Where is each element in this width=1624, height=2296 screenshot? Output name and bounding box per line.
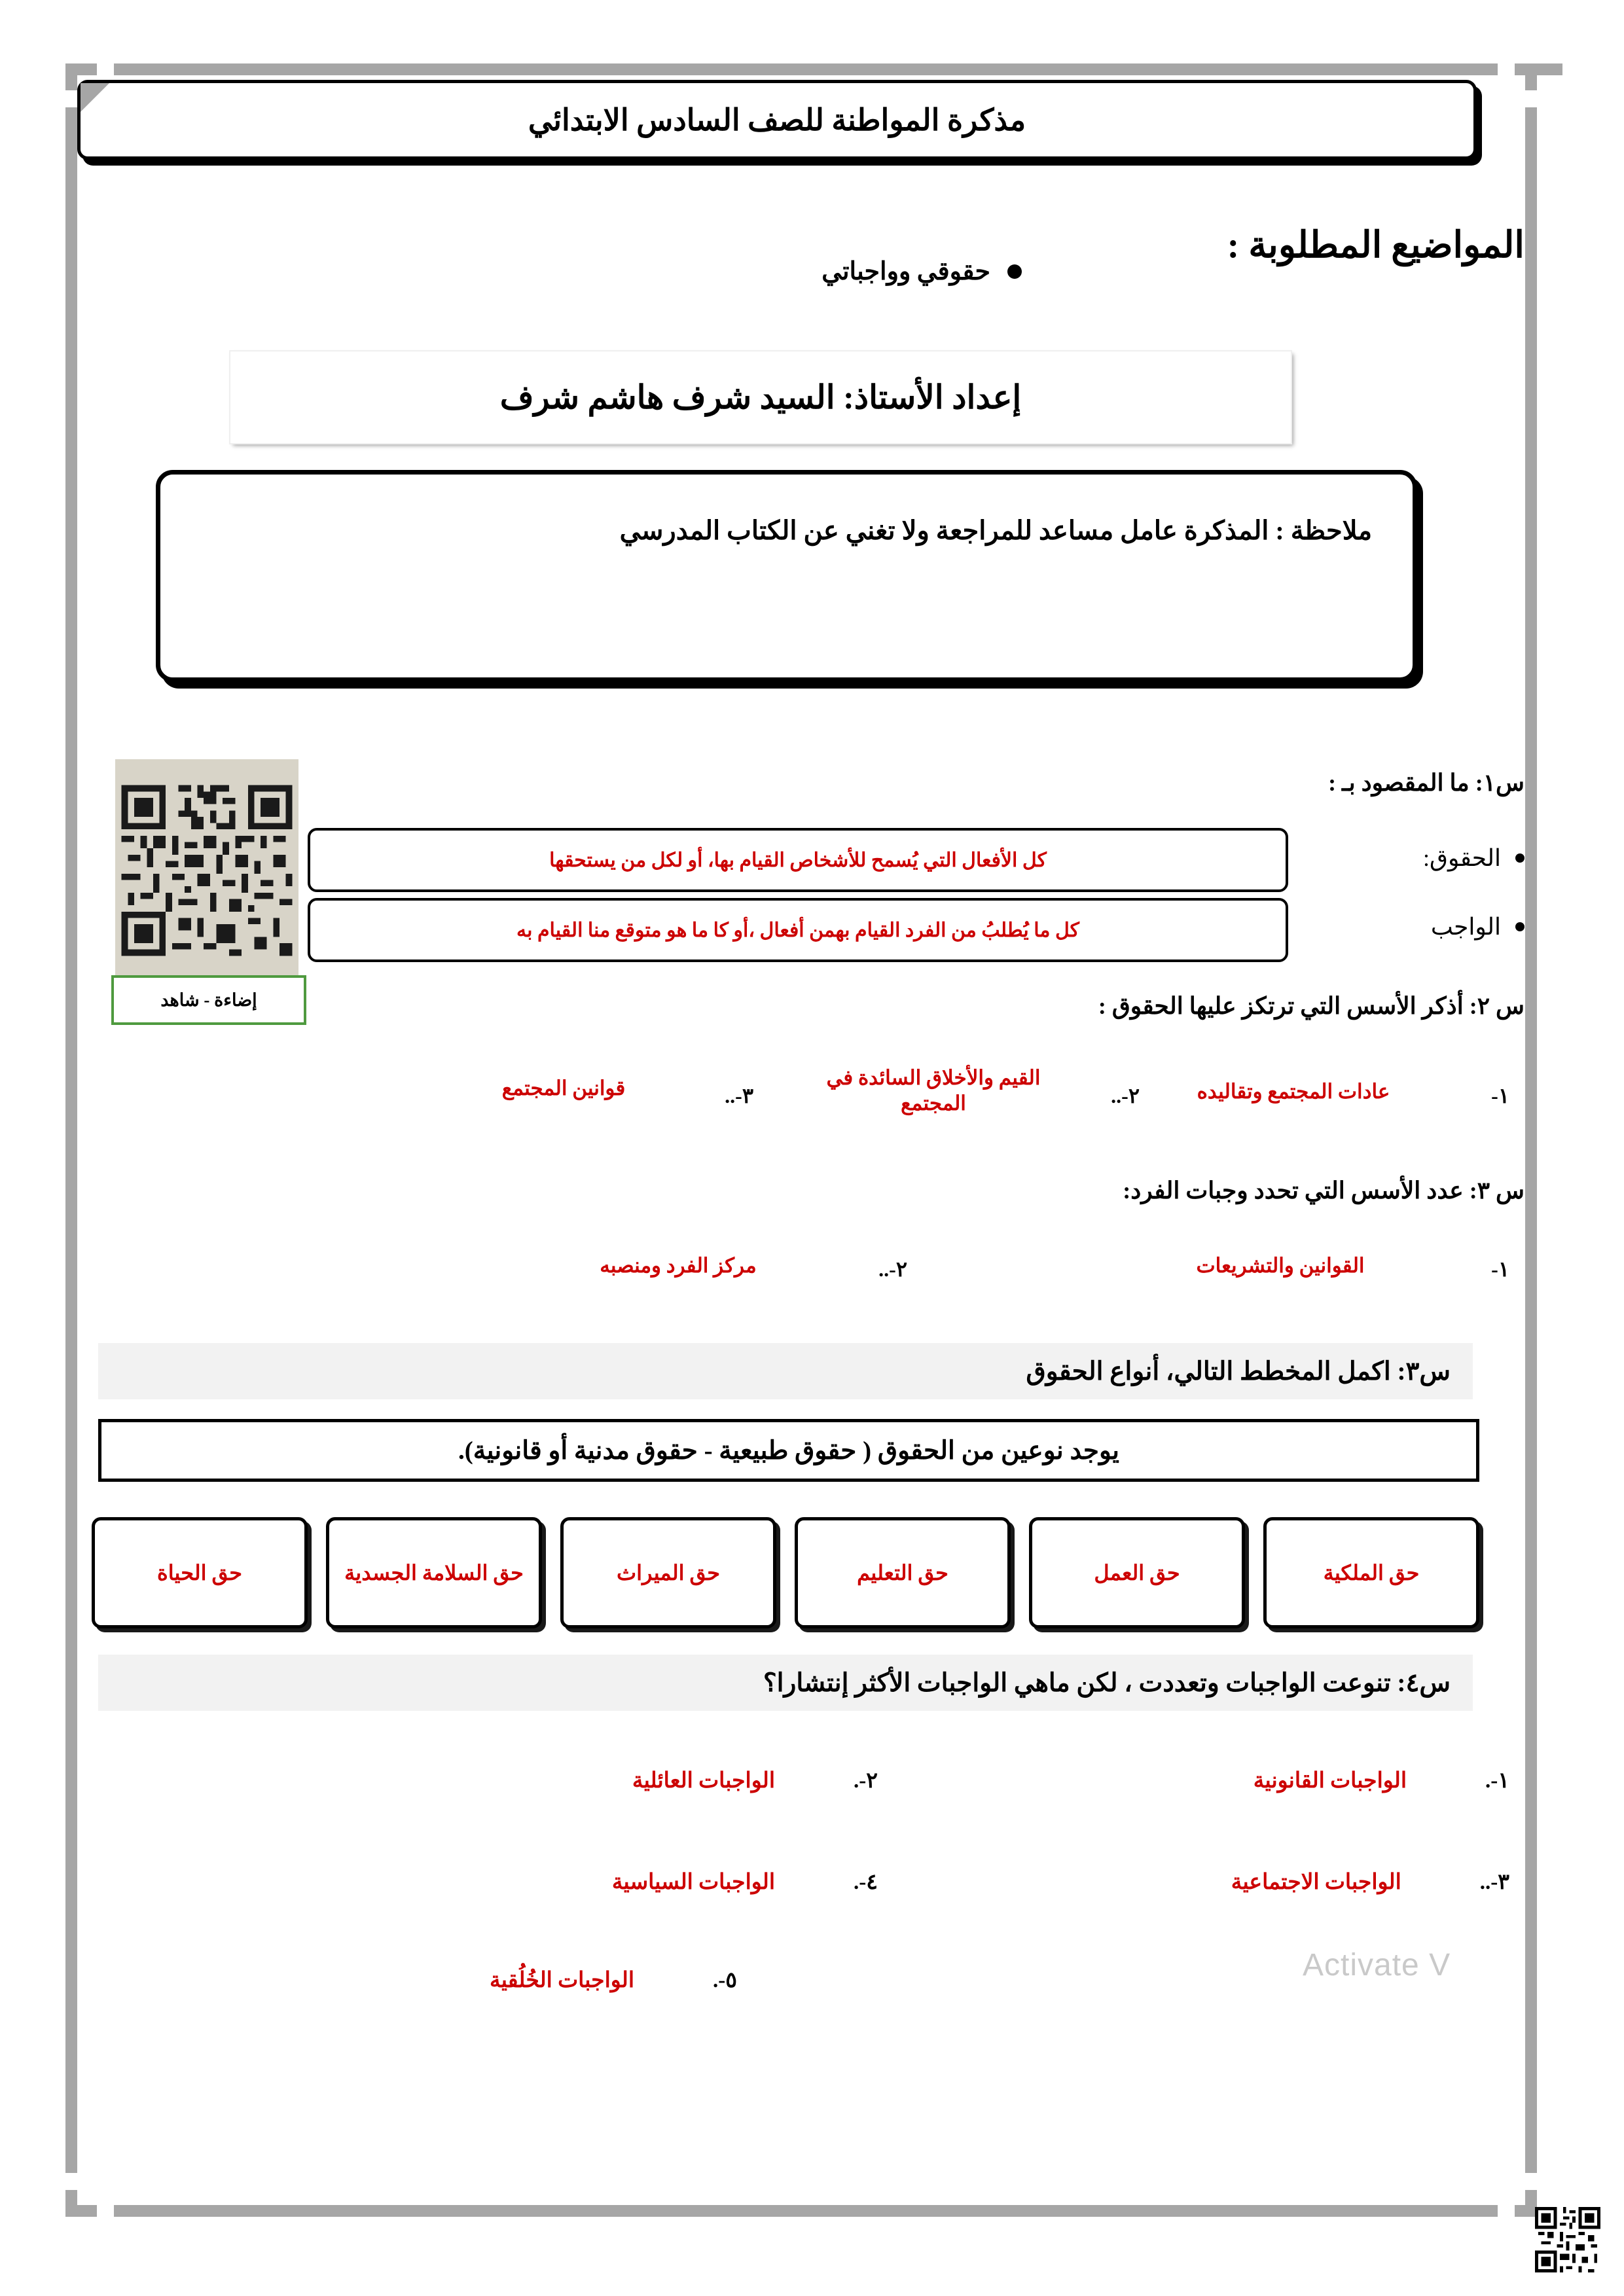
qr-aside bbox=[111, 759, 302, 1021]
document-title: مذكرة المواطنة للصف السادس الابتدائي bbox=[528, 103, 1026, 137]
duty-label: الواجبات القانونية bbox=[1253, 1769, 1407, 1793]
bullet-icon bbox=[1515, 853, 1525, 863]
q3-answer-2: مركز الفرد ومنصبه bbox=[600, 1254, 757, 1277]
right-box-label: حق التعليم bbox=[857, 1561, 948, 1585]
frame-tick-right-upper bbox=[1525, 90, 1537, 107]
right-box-life bbox=[92, 1517, 308, 1628]
frame-tick-bottom-left bbox=[97, 2205, 114, 2217]
page-border-bottom bbox=[65, 2205, 1537, 2217]
question-3b-title: س٣: اكمل المخطط التالي، أنواع الحقوق bbox=[1026, 1357, 1451, 1386]
q3-mark-2: ٢-.. bbox=[878, 1257, 907, 1281]
right-box-bodily-safety bbox=[326, 1517, 542, 1628]
right-box-work bbox=[1029, 1517, 1245, 1628]
subjects-label: المواضيع المطلوبة : bbox=[1227, 225, 1525, 266]
duty-label: الواجبات العائلية bbox=[632, 1769, 776, 1793]
q3-mark-1: ١- bbox=[1491, 1257, 1509, 1281]
duty-index: ٤-. bbox=[854, 1871, 878, 1894]
duty-index: ٢-. bbox=[854, 1769, 878, 1793]
frame-tick-right-lower bbox=[1525, 2173, 1537, 2190]
right-box-label: حق الملكية bbox=[1323, 1561, 1420, 1585]
q2-answer-2: القيم والأخلاق السائدة في المجتمع bbox=[826, 1066, 1041, 1115]
question-3-title: س ٣: عدد الأسس التي تحدد وجبات الفرد: bbox=[1123, 1177, 1525, 1204]
q1-label-wrap bbox=[1423, 844, 1525, 872]
frame-tick-top-right bbox=[1498, 63, 1515, 75]
duty-label: الواجبات الاجتماعية bbox=[1231, 1871, 1401, 1894]
q2-mark-1: ١- bbox=[1491, 1084, 1509, 1107]
author-box bbox=[229, 350, 1292, 444]
q1-item-rights bbox=[1423, 844, 1525, 872]
duty-index: ١-. bbox=[1485, 1769, 1509, 1793]
subject-item-label: حقوقي وواجباتي bbox=[821, 258, 990, 285]
qr-caption: إضاءة - شاهد bbox=[160, 990, 257, 1010]
duty-index: ٣-.. bbox=[1479, 1871, 1509, 1894]
question-3b-header bbox=[98, 1343, 1473, 1399]
duty-row-3 bbox=[1231, 1869, 1509, 1895]
bullet-icon bbox=[1515, 922, 1525, 931]
frame-tick-left-upper bbox=[65, 90, 77, 107]
right-box-education bbox=[795, 1517, 1011, 1628]
q2-answer-1: عادات المجتمع وتقاليده bbox=[1197, 1080, 1390, 1103]
right-box-property bbox=[1263, 1517, 1479, 1628]
bullet-icon bbox=[1007, 264, 1022, 279]
subject-list-item bbox=[821, 257, 1022, 286]
q1-label-wrap bbox=[1431, 913, 1525, 941]
right-box-label: حق العمل bbox=[1094, 1561, 1180, 1585]
duty-label: الواجبات الخُلُقية bbox=[490, 1969, 635, 1992]
note-box bbox=[156, 470, 1417, 682]
q2-answer-3: قوانين المجتمع bbox=[501, 1077, 626, 1100]
frame-tick-top-left bbox=[97, 63, 114, 75]
q1-item-duty bbox=[1431, 913, 1525, 941]
q1-item-label: الواجب bbox=[1430, 914, 1501, 940]
right-box-label: حق الميراث bbox=[617, 1561, 720, 1585]
corner-fold-decoration bbox=[81, 83, 109, 112]
right-box-label: حق السلامة الجسدية bbox=[344, 1561, 524, 1585]
duty-row-4 bbox=[612, 1869, 878, 1895]
q2-mark-2: ٢-.. bbox=[1111, 1084, 1140, 1107]
note-text: ملاحظة : المذكرة عامل مساعد للمراجعة ولا تغني عن الكتاب المدرسي bbox=[619, 516, 1372, 545]
q2-mark-3: ٣-.. bbox=[725, 1084, 753, 1107]
q1-item-label: الحقوق: bbox=[1423, 845, 1501, 871]
q1-answer-duty: كل ما يُطلبُ من الفرد القيام بهمن أفعال ،أو كا ما هو متوقع منا القيام به bbox=[516, 919, 1079, 941]
duty-index: ٥-. bbox=[713, 1969, 737, 1992]
question-4-header bbox=[98, 1655, 1473, 1711]
footer-qr-code-icon[interactable] bbox=[1535, 2207, 1600, 2272]
right-box-inheritance bbox=[560, 1517, 776, 1628]
duty-row-5 bbox=[490, 1967, 737, 1993]
frame-tick-bottom-right bbox=[1498, 2205, 1515, 2217]
rights-statement-box bbox=[98, 1419, 1479, 1482]
frame-tick-left-lower bbox=[65, 2173, 77, 2190]
q3-answer-1: القوانين والتشريعات bbox=[1196, 1254, 1365, 1277]
activation-watermark: Activate V bbox=[1303, 1948, 1451, 1982]
question-1-title: س١: ما المقصود بـ : bbox=[1328, 770, 1525, 796]
duty-label: الواجبات السياسية bbox=[611, 1871, 776, 1894]
question-2-title: س ٢: أذكر الأسس التي ترتكز عليها الحقوق : bbox=[1098, 993, 1525, 1019]
duty-row-2 bbox=[632, 1767, 878, 1793]
q1-answer-box-duty bbox=[308, 898, 1288, 962]
qr-code-icon[interactable] bbox=[115, 759, 298, 982]
q1-answer-rights: كل الأفعال التي يُسمح للأشخاص القيام بها، أو لكل من يستحقها bbox=[549, 849, 1047, 871]
page-border-right bbox=[1525, 63, 1537, 2217]
document-title-box bbox=[77, 80, 1477, 160]
rights-statement: يوجد نوعين من الحقوق ( حقوق طبيعية - حقوق مدنية أو قانونية). bbox=[458, 1436, 1120, 1465]
right-box-label: حق الحياة bbox=[157, 1561, 242, 1585]
question-4-title: س٤: تنوعت الواجبات وتعددت ، لكن ماهي الواجبات الأكثر إنتشارا؟ bbox=[763, 1668, 1451, 1697]
rights-boxes-row bbox=[92, 1517, 1479, 1632]
author-line: إعداد الأستاذ: السيد شرف هاشم شرف bbox=[499, 379, 1022, 416]
qr-caption-box bbox=[111, 975, 306, 1025]
duty-row-1 bbox=[1254, 1767, 1509, 1793]
q1-answer-box-rights bbox=[308, 828, 1288, 892]
